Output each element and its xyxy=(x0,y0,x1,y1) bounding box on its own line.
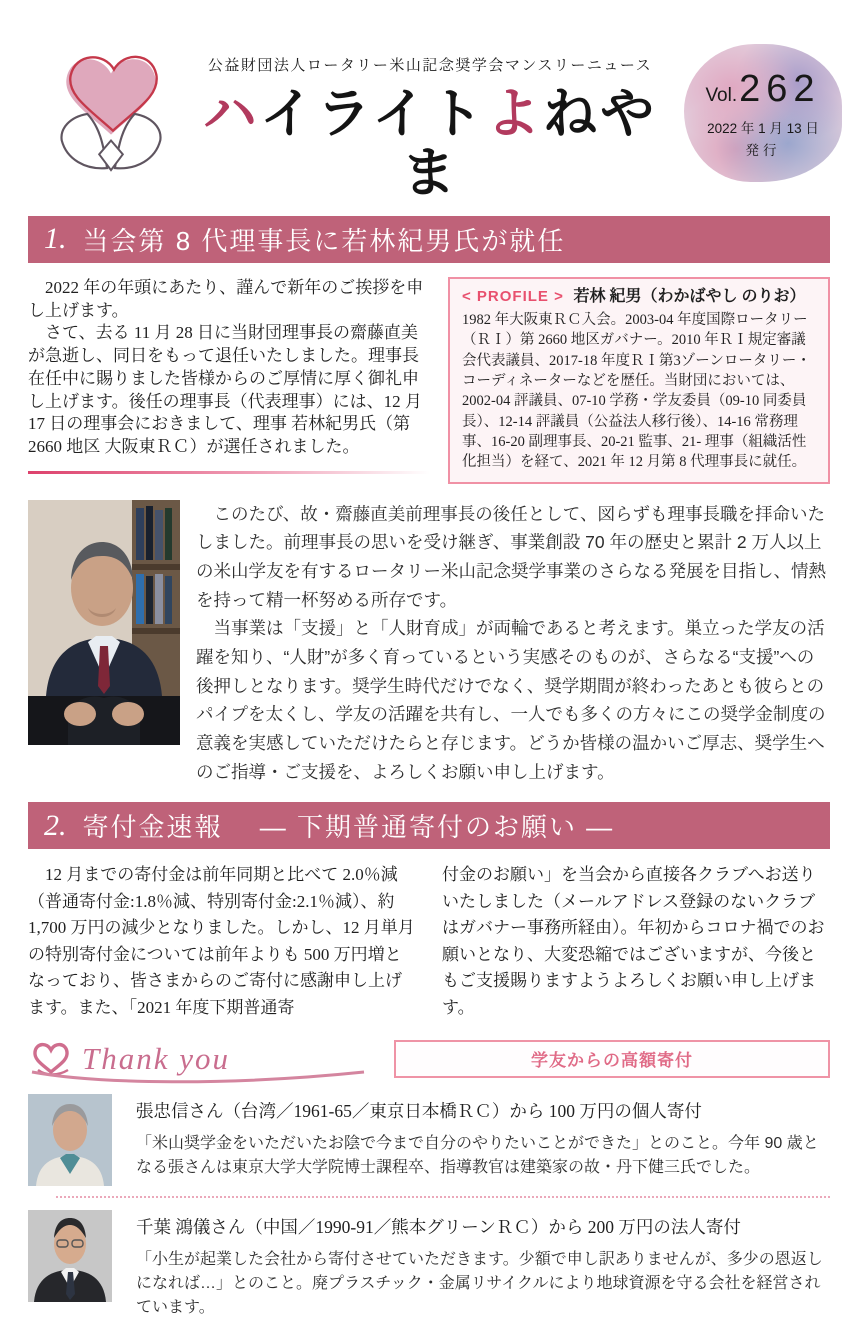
section2-left-column xyxy=(28,862,416,1021)
profile-heading xyxy=(462,286,816,308)
letter-paragraph-1: このたび、故・齋藤直美前理事長の後任として、図らずも理事長職を拝命いたしました。前理事長の思いを受け継ぎ、事業創設 70 年の歴史と累計 2 万人以上の米山学友を有するロータリー米山記念奨学事業のさらなる発展を目指し、情熱を持って精一杯努める所存です。 xyxy=(196,503,826,610)
donor2-content xyxy=(136,1210,830,1320)
title-part-4: ねやま xyxy=(401,84,658,204)
letter-paragraph-2: 当事業は「支援」と「人財育成」が両輪であると考えます。巣立った学友の活躍を知り、“人財”が多く育っているという実感そのものが、さらなる“支援”への後押しとなります。奨学生時代だけでなく、奨学期間が終わったあとも彼らとのパイプを太くし、学友の活躍を共有し、一人でも多くの方々にこの奨学金制度の意義を実感していただけたらと存じます。どうか皆様の温かいご厚志、奨学生へのご指導・ご支援を、よろしくお願い申し上げます。 xyxy=(196,618,826,782)
section2-number: 2. xyxy=(44,808,67,842)
volume-value: 262 xyxy=(739,67,821,110)
profile-name: 若林 紀男（わかばやし のりお） xyxy=(573,287,806,305)
section2-right-text: 付金のお願い」を当会から直接各クラブへお送りいたしました（メールアドレス登録のないクラブはガバナー事務所経由）。年初からコロナ禍でのお願いとなり、大変恐縮ではございますが、今後ともご支援賜りますようよろしくお願い申し上げます。 xyxy=(442,865,825,1017)
donations-section-header xyxy=(394,1040,830,1078)
title-part-2: イライト xyxy=(259,84,487,144)
volume-number xyxy=(705,68,820,111)
donations-header-row xyxy=(28,1036,830,1082)
newsletter-title xyxy=(180,85,680,204)
donor1-photo xyxy=(28,1094,112,1186)
donor2-body: 「小生が起業した会社から寄付させていただきます。少額で申し訳ありませんが、多少の恩返しになれば…」とのこと。廃プラスチック・金属リサイクルにより地球資源を守る会社を経営されています。 xyxy=(136,1250,823,1316)
section1-heading-band xyxy=(28,216,830,263)
wakabayashi-portrait-photo xyxy=(28,500,180,745)
donor2-photo xyxy=(28,1210,112,1302)
profile-body-text: 1982 年大阪東ＲＣ入会。2003-04 年度国際ロータリー（ＲＩ）第 2660 地区ガバナー。2010 年ＲＩ規定審議会代表議員、2017-18 年度ＲＩ第3ゾーンロータリー・コーディネーターなどを歴任。当財団においては、2002-04 評議員、07-10 学務・学友委員（09-10 同委員長）、12-14 評議員（公益法人移行後）、14-16 常務理事、16-20 副理事長、20-21 監事、21- 理事（組織活性化担当）を経て、2021 年 12 月第 8 代理事長に就任。 xyxy=(462,312,811,471)
profile-box xyxy=(448,277,830,484)
donations-section-header-text: 学友からの高額寄付 xyxy=(531,1051,693,1071)
section2-body xyxy=(28,862,830,1021)
thank-you-banner xyxy=(28,1036,368,1082)
thank-you-underline-swoosh-icon xyxy=(28,1068,368,1086)
section2-right-column xyxy=(442,862,830,1021)
section2-title: 寄付金速報 ― 下期普通寄付のお願い ― xyxy=(82,812,615,843)
pink-gradient-divider xyxy=(28,471,430,474)
volume-label: Vol. xyxy=(705,84,738,106)
section1-left-column xyxy=(28,277,430,484)
masthead-kicker: 公益財団法人ロータリー米山記念奨学会マンスリーニュース xyxy=(207,57,653,74)
heart-hands-logo-icon xyxy=(42,44,180,174)
section1-body xyxy=(28,277,830,484)
profile-label: < PROFILE > xyxy=(462,287,564,305)
donor-row-2 xyxy=(28,1210,830,1320)
section2-heading-band xyxy=(28,802,830,849)
section1-paragraph-1: 2022 年の年頭にあたり、謹んで新年のご挨拶を申し上げます。 xyxy=(28,277,424,320)
section1-paragraph-2: さて、去る 11 月 28 日に当財団理事長の齋藤直美が急逝し、同日をもって退任いたしました。理事長在任中に賜りました皆様からのご厚情に厚く御礼申し上げます。後任の理事長（代表理事）には、12 月 17 日の理事会におきまして、理事 若林紀男氏（第 2660 地区 大阪東ＲＣ）が選任されました。 xyxy=(28,323,422,457)
header xyxy=(0,0,858,204)
masthead xyxy=(180,44,680,204)
thank-you-text: Thank you xyxy=(82,1040,231,1076)
section1-title: 当会第 8 代理事長に若林紀男氏が就任 xyxy=(82,225,566,256)
title-part-1: ハ xyxy=(202,84,260,144)
title-part-3: よ xyxy=(486,84,544,144)
letter-text xyxy=(196,500,830,787)
issue-date: 2022 年 1 月 13 日 xyxy=(707,120,819,136)
donor-row-1 xyxy=(28,1094,830,1186)
donor1-content xyxy=(136,1094,830,1186)
volume-watercolor-badge xyxy=(684,44,842,182)
donor1-body: 「米山奨学金をいただいたお陰で今まで自分のやりたいことができた」とのこと。今年 90 歳となる張さんは東京大学大学院博士課程卒、指導教官は建築家の故・丹下健三氏でした。 xyxy=(136,1134,819,1176)
issued-label: 発行 xyxy=(745,142,781,158)
donor1-title: 張忠信さん（台湾／1961-65／東京日本橋ＲＣ）から 100 万円の個人寄付 xyxy=(136,1100,702,1121)
chairman-letter xyxy=(28,500,830,787)
section1-number: 1. xyxy=(44,222,67,256)
dotted-divider xyxy=(56,1196,830,1198)
donor2-title: 千葉 鴻儀さん（中国／1990-91／熊本グリーンＲＣ）から 200 万円の法人寄付 xyxy=(136,1216,741,1237)
section2-left-text: 12 月までの寄付金は前年同期と比べて 2.0％減（普通寄付金:1.8％減、特別寄付金:2.1％減）、約 1,700 万円の減少となりました。しかし、12 月単月の特別寄付金については前年よりも 500 万円増となっており、皆さまからのご寄付に感謝申し上げます。また、「2021 年度下期普通寄 xyxy=(28,865,415,1017)
